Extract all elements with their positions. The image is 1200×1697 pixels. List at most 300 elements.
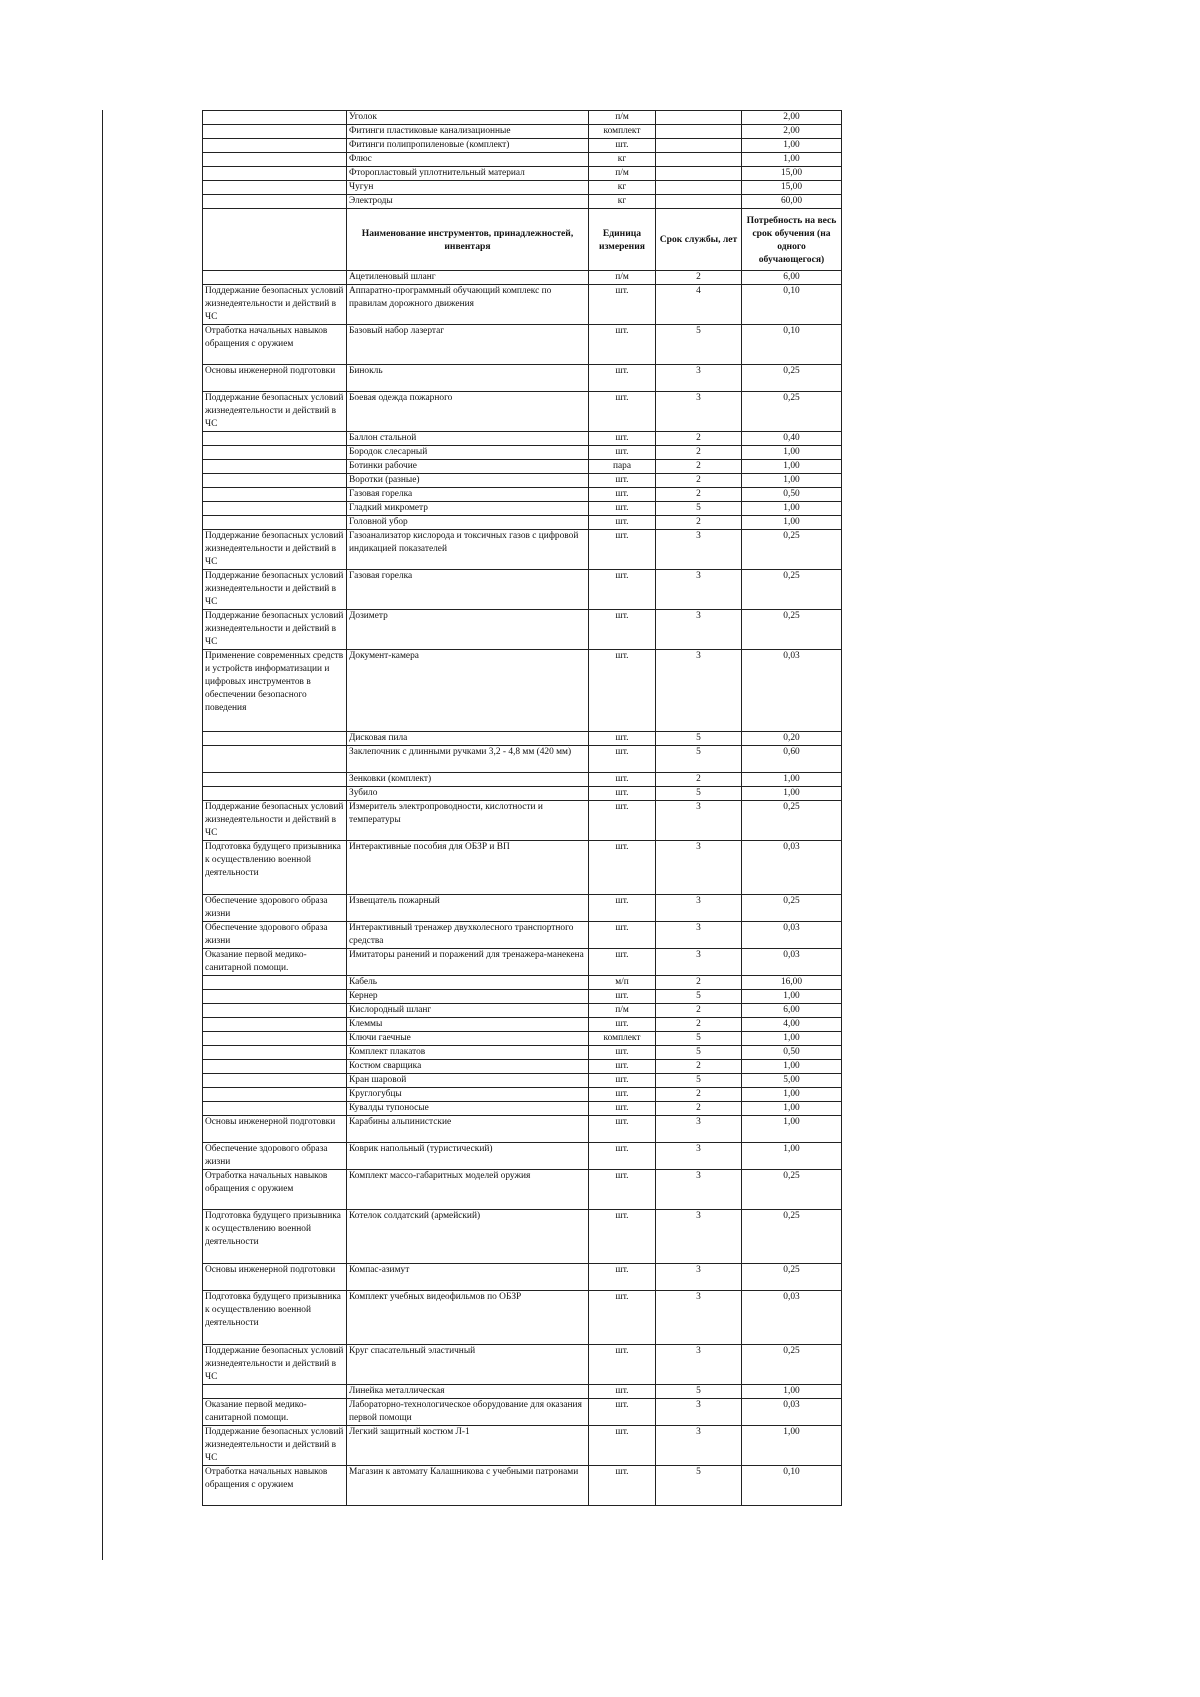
- service-life-cell: 2: [656, 976, 742, 990]
- service-life-cell: 2: [656, 460, 742, 474]
- item-name-cell: Ботинки рабочие: [347, 460, 589, 474]
- item-name-cell: Кернер: [347, 990, 589, 1004]
- section-cell: [203, 746, 347, 773]
- item-name-cell: Измеритель электропроводности, кислотности и температуры: [347, 801, 589, 841]
- section-cell: [203, 209, 347, 271]
- table-row: [203, 1399, 842, 1426]
- section-cell: [203, 976, 347, 990]
- table-row: [203, 1046, 842, 1060]
- unit-cell: шт.: [589, 1210, 656, 1264]
- item-name-cell: Кран шаровой: [347, 1074, 589, 1088]
- requirement-cell: 1,00: [742, 1116, 842, 1143]
- table-row: [203, 460, 842, 474]
- unit-cell: шт.: [589, 732, 656, 746]
- unit-cell: шт.: [589, 488, 656, 502]
- section-cell: Применение современных средств и устройств информатизации и цифровых инструментов в обеспечении безопасного поведения: [203, 650, 347, 732]
- service-life-cell: 5: [656, 502, 742, 516]
- item-name-cell: Интерактивный тренажер двухколесного транспортного средства: [347, 922, 589, 949]
- item-name-cell: Воротки (разные): [347, 474, 589, 488]
- section-cell: [203, 732, 347, 746]
- section-cell: [203, 1385, 347, 1399]
- equipment-table-body: [203, 111, 842, 1506]
- unit-cell: шт.: [589, 392, 656, 432]
- unit-cell: шт.: [589, 949, 656, 976]
- section-cell: [203, 271, 347, 285]
- table-row: [203, 976, 842, 990]
- item-name-cell: Кислородный шланг: [347, 1004, 589, 1018]
- requirement-cell: 0,03: [742, 922, 842, 949]
- service-life-cell: 2: [656, 1004, 742, 1018]
- service-life-cell: 3: [656, 922, 742, 949]
- item-name-cell: Газоанализатор кислорода и токсичных газов с цифровой индикацией показателей: [347, 530, 589, 570]
- service-life-cell: 3: [656, 1426, 742, 1466]
- service-life-cell: 2: [656, 271, 742, 285]
- item-name-cell: Легкий защитный костюм Л-1: [347, 1426, 589, 1466]
- requirement-cell: 1,00: [742, 502, 842, 516]
- requirement-cell: 0,10: [742, 1466, 842, 1506]
- unit-cell: шт.: [589, 1264, 656, 1291]
- table-row: [203, 365, 842, 392]
- item-name-cell: Фитинги полипропиленовые (комплект): [347, 139, 589, 153]
- requirement-cell: 1,00: [742, 773, 842, 787]
- unit-cell: шт.: [589, 841, 656, 895]
- table-row: [203, 167, 842, 181]
- unit-cell: шт.: [589, 502, 656, 516]
- section-cell: [203, 488, 347, 502]
- service-life-cell: 2: [656, 432, 742, 446]
- table-row: [203, 1074, 842, 1088]
- section-cell: [203, 195, 347, 209]
- unit-cell: шт.: [589, 1116, 656, 1143]
- requirement-cell: 0,50: [742, 1046, 842, 1060]
- service-life-cell: 3: [656, 610, 742, 650]
- page-margin-line: [102, 110, 103, 1560]
- section-cell: [203, 167, 347, 181]
- requirement-cell: 1,00: [742, 787, 842, 801]
- requirement-cell: 4,00: [742, 1018, 842, 1032]
- requirement-cell: 1,00: [742, 474, 842, 488]
- item-name-cell: Документ-камера: [347, 650, 589, 732]
- unit-cell: комплект: [589, 1032, 656, 1046]
- requirement-cell: 1,00: [742, 139, 842, 153]
- item-name-cell: Чугун: [347, 181, 589, 195]
- section-cell: Отработка начальных навыков обращения с оружием: [203, 1466, 347, 1506]
- service-life-cell: [656, 139, 742, 153]
- unit-cell: шт.: [589, 474, 656, 488]
- item-name-cell: Круг спасательный эластичный: [347, 1345, 589, 1385]
- unit-cell: шт.: [589, 650, 656, 732]
- unit-cell: пара: [589, 460, 656, 474]
- unit-cell: шт.: [589, 990, 656, 1004]
- service-life-cell: 5: [656, 732, 742, 746]
- section-cell: Подготовка будущего призывника к осуществлению военной деятельности: [203, 1210, 347, 1264]
- requirement-cell: 0,10: [742, 325, 842, 365]
- service-life-cell: 3: [656, 1345, 742, 1385]
- service-life-cell: 3: [656, 650, 742, 732]
- table-row: [203, 1385, 842, 1399]
- item-name-cell: Наименование инструментов, принадлежностей, инвентаря: [347, 209, 589, 271]
- section-cell: Подготовка будущего призывника к осуществлению военной деятельности: [203, 841, 347, 895]
- service-life-cell: 2: [656, 446, 742, 460]
- requirement-cell: 0,10: [742, 285, 842, 325]
- section-cell: [203, 1102, 347, 1116]
- item-name-cell: Извещатель пожарный: [347, 895, 589, 922]
- item-name-cell: Электроды: [347, 195, 589, 209]
- section-cell: [203, 139, 347, 153]
- table-row: [203, 530, 842, 570]
- table-row: [203, 895, 842, 922]
- requirement-cell: 15,00: [742, 181, 842, 195]
- table-row: [203, 139, 842, 153]
- unit-cell: шт.: [589, 1088, 656, 1102]
- requirement-cell: 16,00: [742, 976, 842, 990]
- table-row: [203, 1210, 842, 1264]
- table-row: [203, 1032, 842, 1046]
- section-cell: [203, 1004, 347, 1018]
- item-name-cell: Круглогубцы: [347, 1088, 589, 1102]
- table-row: [203, 325, 842, 365]
- requirement-cell: 0,25: [742, 1345, 842, 1385]
- service-life-cell: 2: [656, 516, 742, 530]
- table-row: [203, 570, 842, 610]
- unit-cell: шт.: [589, 922, 656, 949]
- unit-cell: м/п: [589, 976, 656, 990]
- table-row: [203, 153, 842, 167]
- table-row: [203, 1264, 842, 1291]
- item-name-cell: Ацетиленовый шланг: [347, 271, 589, 285]
- service-life-cell: 2: [656, 1018, 742, 1032]
- requirement-cell: 0,03: [742, 841, 842, 895]
- table-row: [203, 922, 842, 949]
- requirement-cell: 15,00: [742, 167, 842, 181]
- section-cell: Подготовка будущего призывника к осуществлению военной деятельности: [203, 1291, 347, 1345]
- service-life-cell: 3: [656, 801, 742, 841]
- unit-cell: шт.: [589, 365, 656, 392]
- section-cell: Основы инженерной подготовки: [203, 1116, 347, 1143]
- unit-cell: шт.: [589, 1060, 656, 1074]
- unit-cell: п/м: [589, 271, 656, 285]
- section-cell: [203, 773, 347, 787]
- service-life-cell: 3: [656, 570, 742, 610]
- unit-cell: шт.: [589, 1074, 656, 1088]
- table-row: [203, 990, 842, 1004]
- table-row: [203, 746, 842, 773]
- service-life-cell: [656, 153, 742, 167]
- section-cell: Основы инженерной подготовки: [203, 1264, 347, 1291]
- item-name-cell: Флюс: [347, 153, 589, 167]
- item-name-cell: Лабораторно-технологическое оборудование для оказания первой помощи: [347, 1399, 589, 1426]
- item-name-cell: Коврик напольный (туристический): [347, 1143, 589, 1170]
- unit-cell: шт.: [589, 1143, 656, 1170]
- section-cell: Поддержание безопасных условий жизнедеятельности и действий в ЧС: [203, 1345, 347, 1385]
- item-name-cell: Боевая одежда пожарного: [347, 392, 589, 432]
- unit-cell: шт.: [589, 746, 656, 773]
- requirement-cell: 0,50: [742, 488, 842, 502]
- unit-cell: Единица измерения: [589, 209, 656, 271]
- unit-cell: шт.: [589, 1385, 656, 1399]
- table-row: [203, 111, 842, 125]
- section-cell: [203, 990, 347, 1004]
- table-row: [203, 181, 842, 195]
- requirement-cell: 1,00: [742, 990, 842, 1004]
- item-name-cell: Клеммы: [347, 1018, 589, 1032]
- item-name-cell: Кувалды тупоносые: [347, 1102, 589, 1116]
- item-name-cell: Головной убор: [347, 516, 589, 530]
- service-life-cell: 3: [656, 949, 742, 976]
- requirement-cell: 6,00: [742, 1004, 842, 1018]
- unit-cell: шт.: [589, 1018, 656, 1032]
- item-name-cell: Комплект массо-габаритных моделей оружия: [347, 1170, 589, 1210]
- item-name-cell: Заклепочник с длинными ручками 3,2 - 4,8 мм (420 мм): [347, 746, 589, 773]
- requirement-cell: 0,25: [742, 895, 842, 922]
- service-life-cell: 5: [656, 1385, 742, 1399]
- item-name-cell: Бинокль: [347, 365, 589, 392]
- table-row: [203, 392, 842, 432]
- item-name-cell: Гладкий микрометр: [347, 502, 589, 516]
- table-row: [203, 1018, 842, 1032]
- item-name-cell: Газовая горелка: [347, 570, 589, 610]
- item-name-cell: Дисковая пила: [347, 732, 589, 746]
- unit-cell: шт.: [589, 1345, 656, 1385]
- service-life-cell: [656, 167, 742, 181]
- table-row: [203, 1170, 842, 1210]
- unit-cell: шт.: [589, 432, 656, 446]
- requirement-cell: 1,00: [742, 153, 842, 167]
- service-life-cell: 2: [656, 773, 742, 787]
- service-life-cell: 3: [656, 1291, 742, 1345]
- item-name-cell: Газовая горелка: [347, 488, 589, 502]
- requirement-cell: 60,00: [742, 195, 842, 209]
- unit-cell: шт.: [589, 446, 656, 460]
- section-cell: [203, 1060, 347, 1074]
- section-cell: [203, 153, 347, 167]
- requirement-cell: 2,00: [742, 111, 842, 125]
- unit-cell: кг: [589, 153, 656, 167]
- unit-cell: шт.: [589, 1466, 656, 1506]
- table-row: [203, 271, 842, 285]
- requirement-cell: 0,60: [742, 746, 842, 773]
- table-row: [203, 841, 842, 895]
- section-cell: Отработка начальных навыков обращения с оружием: [203, 325, 347, 365]
- section-cell: [203, 111, 347, 125]
- section-cell: [203, 446, 347, 460]
- requirement-cell: 0,25: [742, 365, 842, 392]
- table-row: [203, 1088, 842, 1102]
- requirement-cell: 0,25: [742, 530, 842, 570]
- requirement-cell: 0,25: [742, 392, 842, 432]
- table-row: [203, 474, 842, 488]
- service-life-cell: [656, 125, 742, 139]
- section-cell: [203, 787, 347, 801]
- section-cell: Поддержание безопасных условий жизнедеятельности и действий в ЧС: [203, 570, 347, 610]
- table-row: [203, 1466, 842, 1506]
- service-life-cell: [656, 111, 742, 125]
- service-life-cell: 3: [656, 392, 742, 432]
- service-life-cell: 5: [656, 1466, 742, 1506]
- service-life-cell: 5: [656, 787, 742, 801]
- table-row: [203, 949, 842, 976]
- table-row: [203, 787, 842, 801]
- service-life-cell: Срок службы, лет: [656, 209, 742, 271]
- requirement-cell: 1,00: [742, 1032, 842, 1046]
- item-name-cell: Зенковки (комплект): [347, 773, 589, 787]
- requirement-cell: 1,00: [742, 1088, 842, 1102]
- table-row: [203, 1143, 842, 1170]
- section-cell: Отработка начальных навыков обращения с оружием: [203, 1170, 347, 1210]
- table-row: [203, 1345, 842, 1385]
- section-cell: Обеспечение здорового образа жизни: [203, 922, 347, 949]
- item-name-cell: Комплект учебных видеофильмов по ОБЗР: [347, 1291, 589, 1345]
- requirement-cell: 1,00: [742, 1102, 842, 1116]
- item-name-cell: Фторопластовый уплотнительный материал: [347, 167, 589, 181]
- section-cell: Поддержание безопасных условий жизнедеятельности и действий в ЧС: [203, 610, 347, 650]
- item-name-cell: Бородок слесарный: [347, 446, 589, 460]
- requirement-cell: 0,25: [742, 610, 842, 650]
- requirement-cell: 6,00: [742, 271, 842, 285]
- service-life-cell: 5: [656, 1074, 742, 1088]
- service-life-cell: 3: [656, 365, 742, 392]
- table-row: [203, 516, 842, 530]
- service-life-cell: 2: [656, 1060, 742, 1074]
- table-row: [203, 650, 842, 732]
- table-row: [203, 1060, 842, 1074]
- requirement-cell: 0,03: [742, 949, 842, 976]
- table-row: [203, 1291, 842, 1345]
- item-name-cell: Магазин к автомату Калашникова с учебными патронами: [347, 1466, 589, 1506]
- unit-cell: шт.: [589, 610, 656, 650]
- section-cell: Поддержание безопасных условий жизнедеятельности и действий в ЧС: [203, 392, 347, 432]
- requirement-cell: 1,00: [742, 1143, 842, 1170]
- section-cell: [203, 181, 347, 195]
- item-name-cell: Зубило: [347, 787, 589, 801]
- service-life-cell: 3: [656, 841, 742, 895]
- service-life-cell: 3: [656, 895, 742, 922]
- section-cell: [203, 1088, 347, 1102]
- item-name-cell: Компас-азимут: [347, 1264, 589, 1291]
- service-life-cell: 5: [656, 325, 742, 365]
- section-cell: [203, 432, 347, 446]
- equipment-table: [202, 110, 842, 1506]
- section-cell: [203, 474, 347, 488]
- service-life-cell: 5: [656, 746, 742, 773]
- table-row: [203, 285, 842, 325]
- unit-cell: шт.: [589, 516, 656, 530]
- item-name-cell: Костюм сварщика: [347, 1060, 589, 1074]
- table-row: [203, 1102, 842, 1116]
- table-row: [203, 1116, 842, 1143]
- unit-cell: шт.: [589, 1291, 656, 1345]
- requirement-cell: 0,03: [742, 1399, 842, 1426]
- requirement-cell: 0,25: [742, 1170, 842, 1210]
- table-row: [203, 446, 842, 460]
- item-name-cell: Комплект плакатов: [347, 1046, 589, 1060]
- requirement-cell: 1,00: [742, 1426, 842, 1466]
- unit-cell: шт.: [589, 1170, 656, 1210]
- requirement-cell: 0,20: [742, 732, 842, 746]
- table-row: [203, 125, 842, 139]
- unit-cell: шт.: [589, 787, 656, 801]
- requirement-cell: 0,25: [742, 570, 842, 610]
- unit-cell: кг: [589, 181, 656, 195]
- item-name-cell: Базовый набор лазертаг: [347, 325, 589, 365]
- requirement-cell: 1,00: [742, 1385, 842, 1399]
- section-cell: [203, 1032, 347, 1046]
- service-life-cell: 2: [656, 1088, 742, 1102]
- unit-cell: шт.: [589, 1102, 656, 1116]
- unit-cell: шт.: [589, 285, 656, 325]
- table-row: [203, 801, 842, 841]
- table-row: [203, 773, 842, 787]
- table-row: [203, 1426, 842, 1466]
- service-life-cell: 2: [656, 1102, 742, 1116]
- unit-cell: шт.: [589, 801, 656, 841]
- requirement-cell: 1,00: [742, 1060, 842, 1074]
- table-row: [203, 432, 842, 446]
- section-cell: Поддержание безопасных условий жизнедеятельности и действий в ЧС: [203, 801, 347, 841]
- section-cell: [203, 502, 347, 516]
- unit-cell: шт.: [589, 1399, 656, 1426]
- requirement-cell: 1,00: [742, 516, 842, 530]
- section-cell: [203, 125, 347, 139]
- item-name-cell: Ключи гаечные: [347, 1032, 589, 1046]
- section-cell: [203, 1018, 347, 1032]
- item-name-cell: Линейка металлическая: [347, 1385, 589, 1399]
- requirement-cell: 0,40: [742, 432, 842, 446]
- requirement-cell: 1,00: [742, 460, 842, 474]
- item-name-cell: Дозиметр: [347, 610, 589, 650]
- item-name-cell: Карабины альпинистские: [347, 1116, 589, 1143]
- service-life-cell: 3: [656, 1116, 742, 1143]
- service-life-cell: 3: [656, 530, 742, 570]
- section-cell: Обеспечение здорового образа жизни: [203, 895, 347, 922]
- table-row: [203, 610, 842, 650]
- requirement-cell: 1,00: [742, 446, 842, 460]
- service-life-cell: 2: [656, 474, 742, 488]
- unit-cell: шт.: [589, 895, 656, 922]
- table-row: [203, 732, 842, 746]
- requirement-cell: 0,25: [742, 1210, 842, 1264]
- section-cell: Оказание первой медико-санитарной помощи.: [203, 1399, 347, 1426]
- requirement-cell: 2,00: [742, 125, 842, 139]
- requirement-cell: 0,25: [742, 1264, 842, 1291]
- item-name-cell: Имитаторы ранений и поражений для тренажера-манекена: [347, 949, 589, 976]
- unit-cell: п/м: [589, 167, 656, 181]
- section-cell: [203, 1074, 347, 1088]
- unit-cell: п/м: [589, 111, 656, 125]
- section-cell: Поддержание безопасных условий жизнедеятельности и действий в ЧС: [203, 285, 347, 325]
- table-row: [203, 195, 842, 209]
- section-cell: Поддержание безопасных условий жизнедеятельности и действий в ЧС: [203, 1426, 347, 1466]
- service-life-cell: 2: [656, 488, 742, 502]
- unit-cell: шт.: [589, 530, 656, 570]
- service-life-cell: 4: [656, 285, 742, 325]
- section-cell: [203, 516, 347, 530]
- unit-cell: комплект: [589, 125, 656, 139]
- table-header-row: [203, 209, 842, 271]
- service-life-cell: 5: [656, 1032, 742, 1046]
- service-life-cell: 3: [656, 1210, 742, 1264]
- table-row: [203, 1004, 842, 1018]
- section-cell: [203, 1046, 347, 1060]
- item-name-cell: Кабель: [347, 976, 589, 990]
- section-cell: Поддержание безопасных условий жизнедеятельности и действий в ЧС: [203, 530, 347, 570]
- service-life-cell: 3: [656, 1143, 742, 1170]
- section-cell: Обеспечение здорового образа жизни: [203, 1143, 347, 1170]
- requirement-cell: Потребность на весь срок обучения (на одного обучающегося): [742, 209, 842, 271]
- table-row: [203, 502, 842, 516]
- unit-cell: шт.: [589, 570, 656, 610]
- unit-cell: кг: [589, 195, 656, 209]
